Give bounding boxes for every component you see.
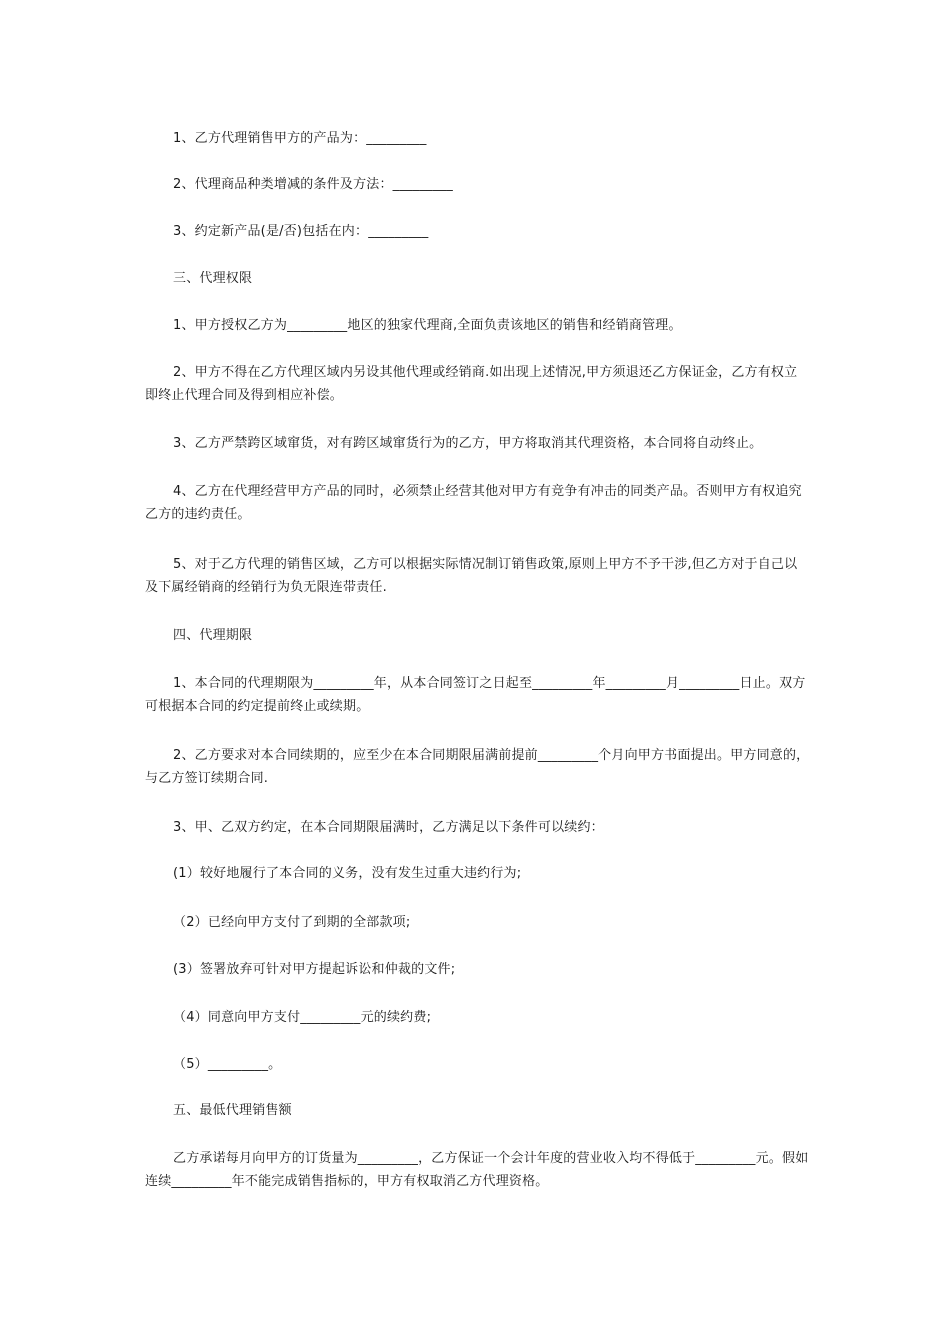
clause-renewal-conditions: 3、甲、乙双方约定，在本合同期限届满时，乙方满足以下条件可以续约： [173, 820, 604, 835]
clause-non-compete: 4、乙方在代理经营甲方产品的同时，必须禁止经营其他对甲方有竞争有冲击的同类产品。否则甲方有权追究乙方的违约责任。 [145, 484, 802, 522]
section-heading-agency-term: 四、代理期限 [173, 628, 253, 643]
clause-renewal-request: 2、乙方要求对本合同续期的，应至少在本合同期限届满前提前_________个月向甲方书面提出。甲方同意的，与乙方签订续期合同. [145, 748, 810, 786]
section-heading-minimum-sales: 五、最低代理销售额 [173, 1103, 292, 1118]
clause-product-change: 2、代理商品种类增减的条件及方法：_________ [173, 177, 453, 192]
clause-sales-policy: 5、对于乙方代理的销售区域，乙方可以根据实际情况制订销售政策,原则上甲方不予干涉,但乙方对于自己以及下属经销商的经销行为负无限连带责任. [145, 557, 798, 595]
clause-new-product: 3、约定新产品(是/否)包括在内：_________ [173, 224, 429, 239]
clause-no-other-agents: 2、甲方不得在乙方代理区域内另设其他代理或经销商.如出现上述情况,甲方须退还乙方保证金，乙方有权立即终止代理合同及得到相应补偿。 [145, 365, 798, 403]
clause-exclusive-agent: 1、甲方授权乙方为_________地区的独家代理商,全面负责该地区的销售和经销商管理。 [173, 318, 682, 333]
clause-product: 1、乙方代理销售甲方的产品为：_________ [173, 131, 427, 146]
condition-item-1: (1）较好地履行了本合同的义务，没有发生过重大违约行为; [173, 866, 522, 881]
clause-cross-region: 3、乙方严禁跨区域窜货，对有跨区域窜货行为的乙方，甲方将取消其代理资格，本合同将自动终止。 [173, 436, 763, 451]
condition-item-5: （5）_________。 [173, 1057, 282, 1072]
condition-item-2: （2）已经向甲方支付了到期的全部款项; [173, 915, 411, 930]
clause-minimum-sales: 乙方承诺每月向甲方的订货量为_________，乙方保证一个会计年度的营业收入均不得低于_________元。假如连续_________年不能完成销售指标的，甲方有权取消乙方代理资格。 [145, 1151, 809, 1189]
clause-term-length: 1、本合同的代理期限为_________年，从本合同签订之日起至_________年_________月_________日止。双方可根据本合同的约定提前终止或续期。 [145, 676, 806, 714]
condition-item-4: （4）同意向甲方支付_________元的续约费; [173, 1010, 432, 1025]
section-heading-agency-authority: 三、代理权限 [173, 271, 253, 286]
condition-item-3: (3）签署放弃可针对甲方提起诉讼和仲裁的文件; [173, 962, 456, 977]
